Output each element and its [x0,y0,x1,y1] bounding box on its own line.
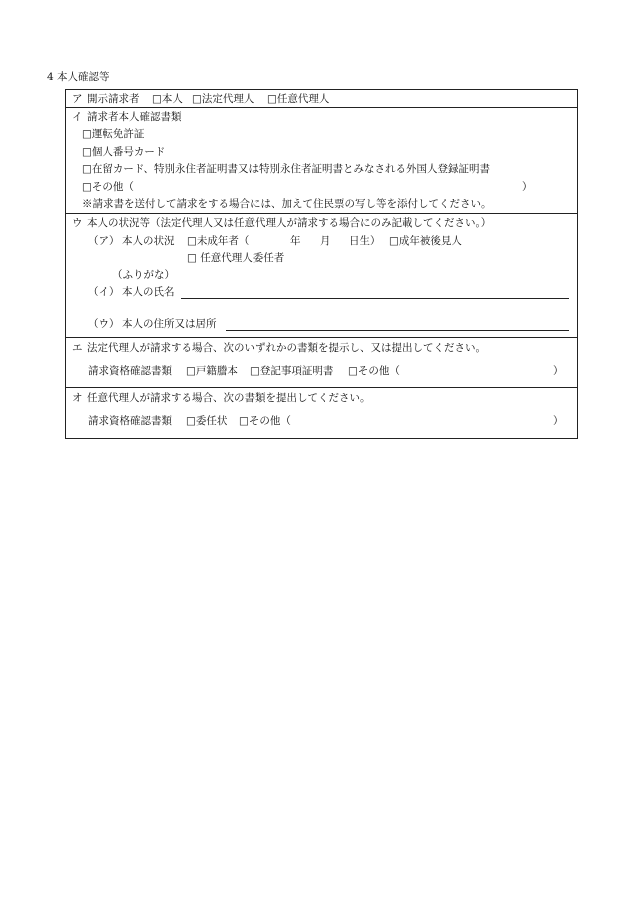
id-other-close: ） [522,181,533,193]
id-other-checkbox[interactable]: □その他（ [82,181,134,193]
power-of-attorney-checkbox[interactable]: □委任状 [186,415,228,427]
sec-o-title: 任意代理人が請求する場合、次の書類を提出してください。 [87,392,371,404]
furigana-label: （ふりがな） [112,269,175,281]
birth-year-label: 年 [290,235,301,247]
status-text: 本人の状況 [122,235,175,247]
sec-u-title: 本人の状況等（法定代理人又は任意代理人が請求する場合にのみ記載してください。） [87,217,492,229]
minor-checkbox[interactable]: □未成年者（ [187,235,250,247]
my-number-card-checkbox[interactable]: □個人番号カード [82,146,166,158]
principal-name-label: 本人の氏名 [122,286,175,298]
section-heading: 4 本人確認等 [47,71,110,83]
principal-name-field[interactable] [181,298,569,299]
principal-address-field[interactable] [226,330,569,331]
requester-self-checkbox[interactable]: □本人 [152,93,183,105]
legal-doc-other-close: ） [553,365,564,377]
birth-month-label: 月 [320,235,331,247]
birth-day-label: 日生） [349,235,381,247]
legal-doc-other-checkbox[interactable]: □その他（ [348,365,400,377]
sec-a-label: ア [72,93,83,105]
sec-u-label: ウ [72,217,83,229]
sec-e-label: エ [72,342,83,354]
voluntary-doc-other-close: ） [553,415,564,427]
adult-ward-checkbox[interactable]: □成年被後見人 [389,235,462,247]
voluntary-principal-checkbox[interactable]: □ 任意代理人委任者 [187,252,285,264]
row-divider [65,107,578,108]
sec-e-doc-label: 請求資格確認書類 [88,365,172,377]
row-divider [65,213,578,214]
mailing-note: ※請求書を送付して請求をする場合には、加えて住民票の写し等を添付してください。 [82,198,492,210]
residence-card-checkbox[interactable]: □在留カード、特別永住者証明書又は特別永住者証明書とみなされる外国人登録証明書 [82,163,490,175]
requester-legal-agent-checkbox[interactable]: □法定代理人 [192,93,255,105]
drivers-license-checkbox[interactable]: □運転免許証 [82,128,145,140]
sec-o-label: オ [72,392,83,404]
name-label-i: （イ） [88,286,120,298]
status-label-a: （ア） [88,235,120,247]
sec-i-label: イ [72,111,83,123]
registry-certificate-checkbox[interactable]: □登記事項証明書 [250,365,334,377]
sec-e-title: 法定代理人が請求する場合、次のいずれかの書類を提示し、又は提出してください。 [87,342,486,354]
address-label-u: （ウ） [88,318,120,330]
family-register-checkbox[interactable]: □戸籍謄本 [186,365,238,377]
requester-voluntary-agent-checkbox[interactable]: □任意代理人 [267,93,330,105]
voluntary-doc-other-checkbox[interactable]: □その他（ [239,415,291,427]
sec-i-title: 請求者本人確認書類 [87,111,182,123]
sec-a-title: 開示請求者 [87,93,140,105]
principal-address-label: 本人の住所又は居所 [122,318,217,330]
row-divider [65,387,578,388]
sec-o-doc-label: 請求資格確認書類 [88,415,172,427]
row-divider [65,337,578,338]
